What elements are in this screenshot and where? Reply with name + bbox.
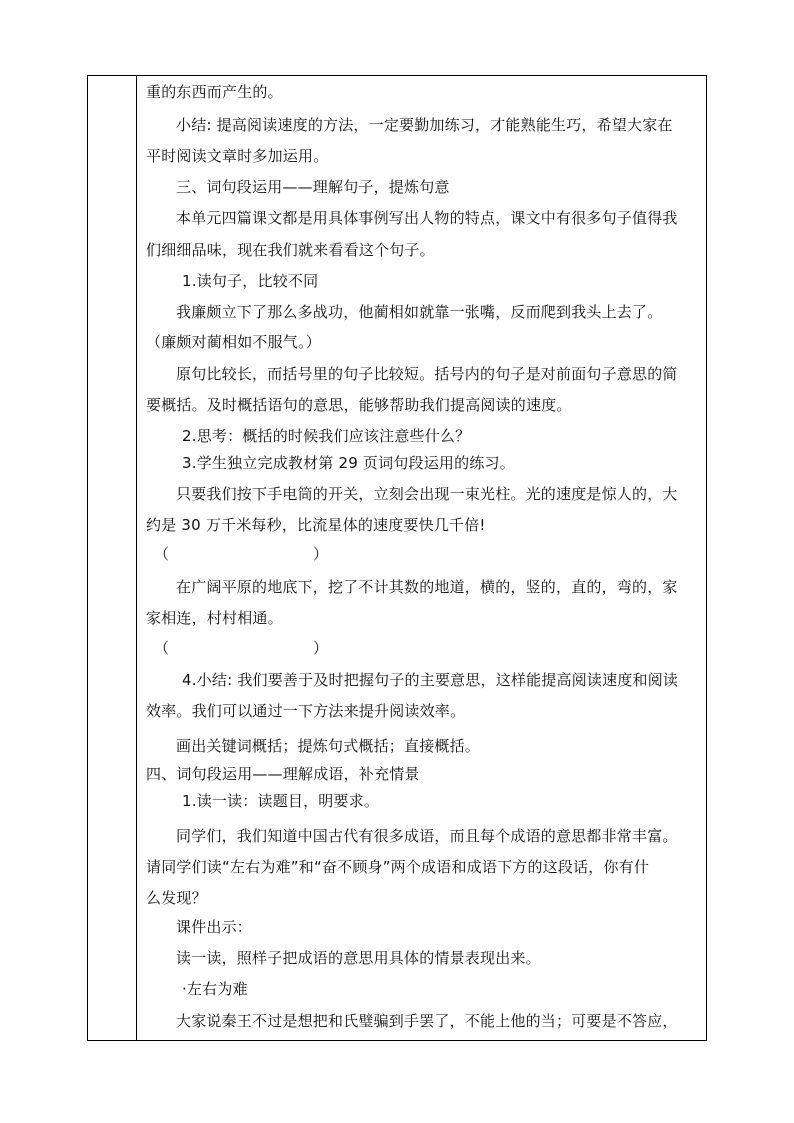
text-line: 重的东西而产生的。 bbox=[146, 83, 283, 101]
section-heading: 三、词句段运用——理解句子，提炼句意 bbox=[176, 178, 450, 196]
text-line: 只要我们按下手电筒的开关，立刻会出现一束光柱。光的速度是惊人的，大 bbox=[176, 485, 678, 503]
text-line: 么发现？ bbox=[146, 889, 207, 907]
lesson-table bbox=[87, 75, 707, 1041]
text-line: 大家说秦王不过是想把和氏璧骗到手罢了，不能上他的当；可要是不答应， bbox=[176, 1012, 678, 1030]
text-line: 画出关键词概括；提炼句式概括；直接概括。 bbox=[176, 737, 481, 755]
blank-open-paren: （ bbox=[154, 639, 170, 657]
text-line: 请同学们读“左右为难”和“奋不顾身”两个成语和成语下方的这段话，你有什 bbox=[146, 858, 650, 876]
text-line: 原句比较长，而括号里的句子比较短。括号内的句子是对前面句子意思的简 bbox=[176, 365, 678, 383]
text-line: 我廉颇立下了那么多战功，他蔺相如就靠一张嘴，反而爬到我头上去了。 bbox=[176, 303, 663, 321]
text-line: 家相连，村村相通。 bbox=[146, 609, 283, 627]
text-line: 4.小结: 我们要善于及时把握句子的主要意思，这样能提高阅读速度和阅读 bbox=[182, 671, 679, 689]
text-line: 3.学生独立完成教材第 29 页词句段运用的练习。 bbox=[182, 454, 515, 472]
text-line: 在广阔平原的地底下，挖了不计其数的地道，横的，竖的，直的，弯的，家 bbox=[176, 578, 678, 596]
text-line: 1.读一读：读题目，明要求。 bbox=[182, 792, 380, 810]
text-line: 平时阅读文章时多加运用。 bbox=[146, 147, 329, 165]
blank-close-paren: ） bbox=[313, 545, 329, 563]
text-line: 本单元四篇课文都是用具体事例写出人物的特点，课文中有很多句子值得我 bbox=[176, 209, 678, 227]
text-line: 要概括。及时概括语句的意思，能够帮助我们提高阅读的速度。 bbox=[146, 396, 572, 414]
text-line: 效率。我们可以通过一下方法来提升阅读效率。 bbox=[146, 702, 466, 720]
column-divider bbox=[136, 76, 137, 1040]
text-line: 同学们，我们知道中国古代有很多成语，而且每个成语的意思都非常丰富。 bbox=[176, 827, 678, 845]
answer-blank[interactable] bbox=[146, 638, 346, 658]
text-line: （廉颇对蔺相如不服气。） bbox=[146, 333, 321, 351]
blank-close-paren: ） bbox=[313, 639, 329, 657]
text-line: 小结: 提高阅读速度的方法，一定要勤加练习，才能熟能生巧，希望大家在 bbox=[176, 116, 673, 134]
section-heading: 四、词句段运用——理解成语，补充情景 bbox=[146, 765, 420, 783]
answer-blank[interactable] bbox=[146, 544, 346, 564]
text-line: 读一读，照样子把成语的意思用具体的情景表现出来。 bbox=[176, 949, 541, 967]
text-line: 们细细品味，现在我们就来看看这个句子。 bbox=[146, 241, 435, 259]
blank-open-paren: （ bbox=[154, 545, 170, 563]
text-line: 1.读句子，比较不同 bbox=[182, 272, 319, 290]
text-line: 课件出示： bbox=[176, 918, 253, 936]
text-line: 约是 30 万千米每秒，比流星体的速度要快几千倍! bbox=[146, 516, 486, 534]
bullet-item: ·左右为难 bbox=[182, 980, 248, 998]
text-line: 2.思考：概括的时候我们应该注意些什么？ bbox=[182, 427, 471, 445]
